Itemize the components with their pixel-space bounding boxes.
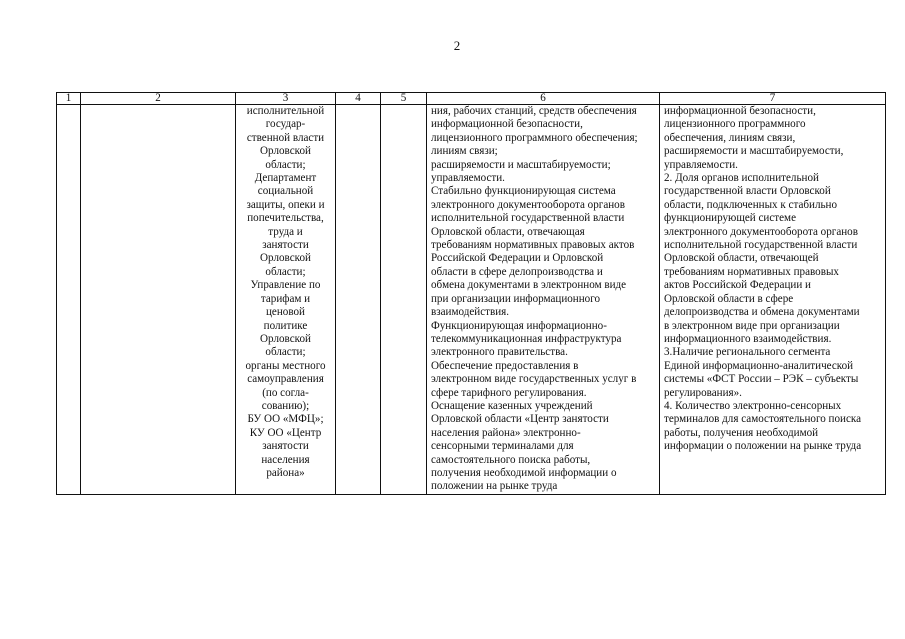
cell-text-line: в электронном виде при организации bbox=[664, 319, 840, 332]
cell-text-line: расширяемости и масштабируемости; bbox=[431, 158, 611, 171]
cell-text-line: информационной безопасности, bbox=[431, 118, 583, 131]
cell-text-line: защиты, опеки и bbox=[246, 198, 325, 211]
cell-text-line: линиям связи; bbox=[431, 145, 498, 158]
cell-text-line: терминалов для самостоятельного поиска bbox=[664, 413, 862, 426]
cell-col-1 bbox=[57, 105, 81, 495]
cell-text-line: управляемости. bbox=[664, 158, 738, 171]
cell-text-line: телекоммуникационная инфраструктура bbox=[431, 332, 622, 345]
cell-text-line: 3.Наличие регионального сегмента bbox=[664, 346, 831, 359]
cell-text-line: сенсорными терминалами для bbox=[431, 440, 574, 453]
cell-text-line: расширяемости и масштабируемости, bbox=[664, 145, 844, 158]
cell-text-line: исполнительной государственной власти bbox=[431, 212, 625, 225]
cell-text-line: управляемости. bbox=[431, 172, 505, 185]
cell-text-line: информационной безопасности, bbox=[664, 105, 816, 117]
cell-text-line: Орловской bbox=[260, 145, 311, 158]
header-cell-6: 6 bbox=[427, 93, 660, 105]
cell-text-line: электронного документооборота органов bbox=[431, 198, 625, 211]
cell-text-line: электронного правительства. bbox=[431, 346, 568, 359]
cell-text-line: 2. Доля органов исполнительной bbox=[664, 172, 819, 185]
cell-text-line: сованию); bbox=[261, 399, 310, 412]
cell-text-line: взаимодействия. bbox=[431, 306, 510, 319]
cell-text-line: населения района» электронно- bbox=[431, 426, 581, 439]
cell-text-line: занятости bbox=[262, 239, 309, 252]
cell-text-line: населения bbox=[261, 453, 310, 466]
cell-text-line: делопроизводства и обмена документами bbox=[664, 306, 860, 319]
cell-text-line: самоуправления bbox=[247, 373, 324, 386]
cell-text-line: тарифам и bbox=[260, 292, 311, 305]
cell-text-line: области в сфере делопроизводства и bbox=[431, 265, 603, 278]
cell-text-line: области; bbox=[265, 158, 306, 171]
cell-expected-results bbox=[427, 105, 660, 495]
cell-text-line: Орловской bbox=[260, 252, 311, 265]
cell-text-line: регулирования». bbox=[664, 386, 742, 399]
cell-text-line: Единой информационно-аналитической bbox=[664, 359, 854, 372]
cell-text-line: функционирующей системе bbox=[664, 212, 796, 225]
cell-text-line: самостоятельного поиска работы, bbox=[431, 453, 591, 466]
cell-text-line: обмена документами в электронном виде bbox=[431, 279, 627, 292]
cell-text-line: при организации информационного bbox=[431, 292, 601, 305]
cell-text-line: информационного взаимодействия. bbox=[664, 332, 832, 345]
cell-text-line: электронного документооборота органов bbox=[664, 225, 858, 238]
cell-text-line: получения необходимой информации о bbox=[431, 466, 617, 479]
header-cell-1: 1 bbox=[57, 93, 81, 105]
cell-text-line: Департамент bbox=[254, 172, 317, 185]
cell-text-line: требованиям нормативных правовых bbox=[664, 265, 839, 278]
cell-text-line: сфере тарифного регулирования. bbox=[431, 386, 587, 399]
cell-text-line: попечительства, bbox=[247, 212, 324, 225]
header-cell-5: 5 bbox=[381, 93, 427, 105]
cell-text-line: ценовой bbox=[266, 306, 305, 319]
header-cell-4: 4 bbox=[336, 93, 381, 105]
cell-text-line: системы «ФСТ России – РЭК – субъекты bbox=[664, 373, 859, 386]
cell-text-line: Функционирующая информационно- bbox=[431, 319, 607, 332]
cell-text-line: государственной власти Орловской bbox=[664, 185, 831, 198]
cell-executors bbox=[236, 105, 336, 495]
cell-col-2 bbox=[81, 105, 236, 495]
cell-text-line: работы, получения необходимой bbox=[664, 426, 819, 439]
cell-text-line: занятости bbox=[262, 440, 309, 453]
cell-text-line: области; bbox=[265, 265, 306, 278]
cell-text-line: электронном виде государственных услуг в bbox=[431, 373, 637, 386]
table-header-row bbox=[57, 93, 886, 105]
data-table bbox=[56, 92, 886, 495]
cell-text-line: Обеспечение предоставления в bbox=[431, 359, 579, 372]
header-cell-2: 2 bbox=[81, 93, 236, 105]
cell-text-line: труда и bbox=[268, 225, 303, 238]
cell-text-line: политике bbox=[263, 319, 308, 332]
cell-col-5 bbox=[381, 105, 427, 495]
cell-text-line: исполнительной bbox=[246, 105, 325, 117]
cell-text-line: обеспечения, линиям связи, bbox=[664, 131, 796, 144]
cell-text-line: лицензионного программного bbox=[664, 118, 806, 131]
cell-text-line: Орловской bbox=[260, 332, 311, 345]
cell-text-line: Орловской области в сфере bbox=[664, 292, 794, 305]
header-cell-3: 3 bbox=[236, 93, 336, 105]
cell-text-line: Стабильно функционирующая система bbox=[431, 185, 616, 198]
cell-text-line: государ- bbox=[265, 118, 306, 131]
cell-text-line: актов Российской Федерации и bbox=[664, 279, 811, 292]
cell-text-line: области; bbox=[265, 346, 306, 359]
cell-text-line: требованиям нормативных правовых актов bbox=[431, 239, 635, 252]
cell-text-line: положении на рынке труда bbox=[431, 480, 558, 493]
cell-text-line: информации о положении на рынке труда bbox=[664, 440, 862, 453]
cell-text-line: Орловской области, отвечающая bbox=[431, 225, 585, 238]
cell-text-line: ния, рабочих станций, средств обеспечения bbox=[431, 105, 637, 117]
cell-text-line: Управление по bbox=[250, 279, 321, 292]
cell-text-line: социальной bbox=[257, 185, 314, 198]
cell-text-line: ственной власти bbox=[246, 131, 325, 144]
cell-text-line: БУ ОО «МФЦ»; bbox=[247, 413, 324, 426]
cell-text-line: области, подключенных к стабильно bbox=[664, 198, 838, 211]
cell-text-line: Орловской области «Центр занятости bbox=[431, 413, 609, 426]
cell-text-line: исполнительной государственной власти bbox=[664, 239, 858, 252]
cell-text-line: Российской Федерации и Орловской bbox=[431, 252, 604, 265]
page-number: 2 bbox=[453, 38, 461, 53]
cell-text-line: органы местного bbox=[245, 359, 326, 372]
cell-text-line: КУ ОО «Центр bbox=[249, 426, 322, 439]
cell-indicators bbox=[660, 105, 886, 495]
header-cell-7: 7 bbox=[660, 93, 886, 105]
cell-text-line: (по согла- bbox=[262, 386, 309, 399]
cell-text-line: района» bbox=[266, 466, 305, 479]
cell-text-line: лицензионного программного обеспечения; bbox=[431, 131, 638, 144]
cell-text-line: Орловской области, отвечающей bbox=[664, 252, 819, 265]
cell-text-line: Оснащение казенных учреждений bbox=[431, 399, 593, 412]
cell-col-4 bbox=[336, 105, 381, 495]
cell-text-line: 4. Количество электронно-сенсорных bbox=[664, 399, 842, 412]
table-row bbox=[57, 105, 886, 495]
